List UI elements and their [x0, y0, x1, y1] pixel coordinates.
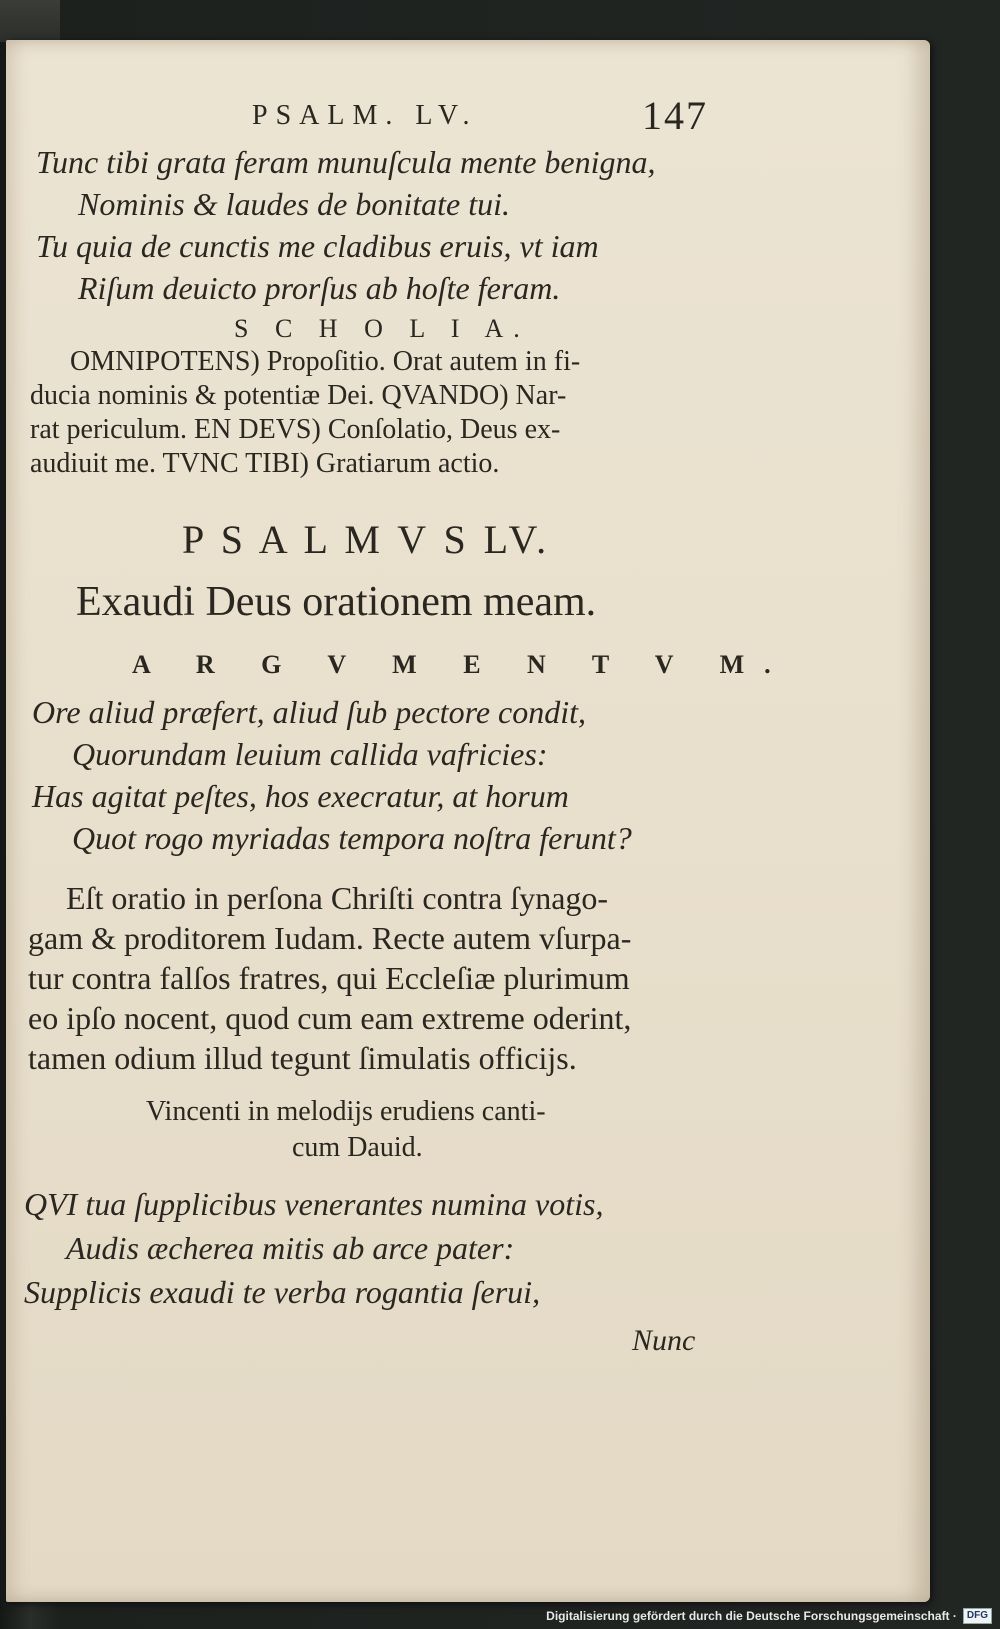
page-number: 147: [642, 93, 708, 138]
scholia-line-1: OMNIPOTENS) Propoſitio. Orat autem in fi-: [70, 346, 581, 377]
running-head: PSALM. LV.: [252, 100, 478, 131]
catchword: Nunc: [632, 1324, 696, 1357]
argumentum-line-1: Ore aliud præfert, aliud ſub pectore condit,: [32, 694, 587, 730]
scholia-heading: S C H O L I A.: [234, 314, 530, 343]
book-page: [6, 40, 930, 1602]
dedication-line-1: Vincenti in melodijs erudiens canti-: [146, 1096, 546, 1127]
verse-bottom-line-1: QVI tua ſupplicibus venerantes numina votis,: [24, 1186, 604, 1222]
psalm-title: P S A L M V S LV.: [182, 517, 551, 562]
argumentum-line-4: Quot rogo myriadas tempora noſtra ferunt?: [72, 820, 632, 856]
argumentum-line-2: Quorundam leuium callida vafricies:: [72, 736, 548, 772]
verse-top-line-2: Nominis & laudes de bonitate tui.: [78, 186, 510, 222]
psalm-incipit: Exaudi Deus orationem meam.: [76, 579, 597, 625]
scholia-line-2: ducia nominis & potentiæ Dei. QVANDO) Nar-: [30, 380, 567, 411]
verse-top-line-1: Tunc tibi grata feram munuſcula mente benigna,: [36, 144, 656, 180]
prose-line-1: Eſt oratio in perſona Chriſti contra ſynago-: [66, 880, 609, 916]
argumentum-line-3: Has agitat peſtes, hos execratur, at horum: [32, 778, 569, 814]
verse-bottom-line-2: Audis æcherea mitis ab arce pater:: [66, 1230, 515, 1266]
scholia-line-3: rat periculum. EN DEVS) Conſolatio, Deus ex-: [30, 414, 561, 445]
dedication-line-2: cum Dauid.: [292, 1132, 423, 1163]
verse-top-line-3: Tu quia de cunctis me cladibus eruis, vt iam: [36, 228, 599, 264]
prose-line-3: tur contra falſos fratres, qui Eccleſiæ plurimum: [28, 960, 630, 996]
dfg-logo: DFG: [963, 1608, 992, 1624]
prose-line-2: gam & proditorem Iudam. Recte autem vſurpa-: [28, 920, 632, 956]
prose-line-4: eo ipſo nocent, quod cum eam extreme oderint,: [28, 1000, 632, 1036]
scholia-line-4: audiuit me. TVNC TIBI) Gratiarum actio.: [30, 448, 500, 479]
prose-line-5: tamen odium illud tegunt ſimulatis officijs.: [28, 1040, 577, 1076]
verse-top-line-4: Riſum deuicto prorſus ab hoſte feram.: [78, 270, 561, 306]
argumentum-heading: A R G V M E N T V M.: [132, 650, 791, 679]
binding-edge: [0, 0, 60, 42]
footer-text: Digitalisierung gefördert durch die Deutsche Forschungsgemeinschaft ·: [546, 1609, 957, 1623]
digitization-footer: [546, 1605, 992, 1627]
verse-bottom-line-3: Supplicis exaudi te verba rogantia ſerui,: [24, 1274, 541, 1310]
